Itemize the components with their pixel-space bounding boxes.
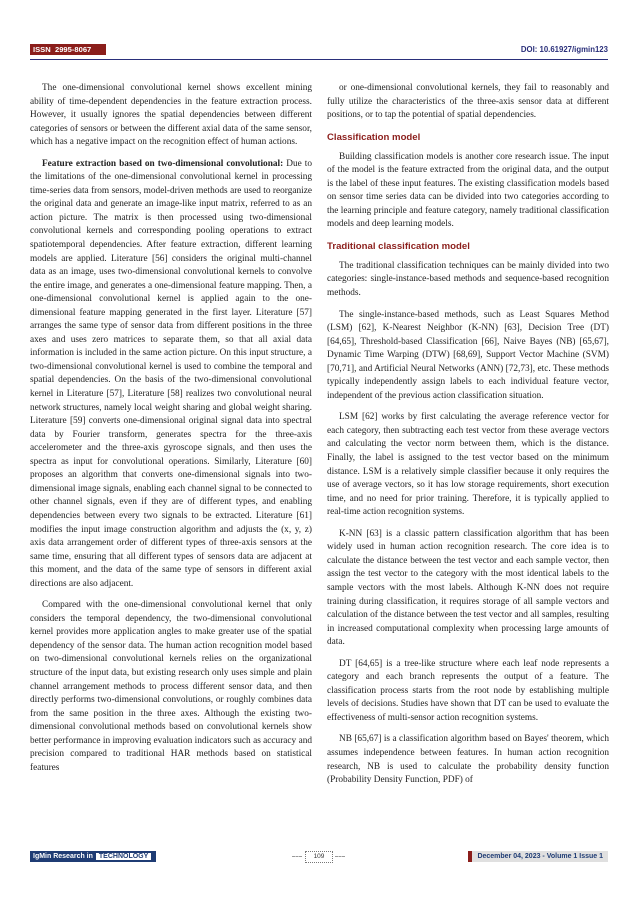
left-paragraph-2-body: Due to the limitations of the one-dimensional convolutional kernel in processing time-series data from sensors, model-driven methods are used to reorganize the original data and generate an image-like input matrix, referred to as an action picture. The matrix is then processed using two-dimensional convolutional kernels and corresponding pooling operations to extract spatiotemporal dependencies. After feature extraction, different learning models are applied. Literature [56] considers the original multi-channel data as an image, uses two-dimensional convolutional kernels to convolve the entire image, and generates a one-dimensional feature mapping. Then, a one-dimensional convolutional kernel is applied again to the one-dimensional feature mapping generated in the first layer. Literature [57] arranges the same type of sensor data from different positions in the three axes and uses zero matrices to separate them, so that all axial data information is included in the same action picture. On this input structure, a two-dimensional convolutional kernel is used to combine the temporal and spatial dependencies. On the basis of the two-dimensional convolutional kernel in Literature [57], Literature [58] realizes two convolutional neural network structures, namely local weight sharing and global weight sharing. Literature [59] converts one-dimensional original signal data into spectral data by Fourier transform, generates spectra for the three-axis accelerometer and the three-axis gyroscope signals, and then uses the spectra as input for convolutional operations. Similarly, Literature [60] proposes an algorithm that converts one-dimensional signals into two-dimensional image signals, enabling each channel signal to be connected to other channel signals, even if they are of different types, and enabling dependencies between every two signals to be extracted. Literature [61] modifies the input image construction algorithm and adjusts the (x, y, z) axis data arrangement order of different types of three-axis sensors at the same time, ensuring that all different types of sensors data are adjacent at this moment, and the data of the same type of sensors in different axial directions are also adjacent.	[30, 158, 313, 589]
run-in-heading: Feature extraction based on two-dimensional convolutional:	[42, 158, 284, 169]
right-paragraph-3: The traditional classification techniques can be mainly divided into two categories: single-instance-based methods and sequence-based recognition methods.	[327, 260, 609, 299]
left-paragraph-1: The one-dimensional convolutional kernel shows excellent mining ability of time-dependent dependencies in the feature extraction process. However, it usually ignores the spatial dependencies between different categories of sensors or between the different axial data of the same sensor, which has a negative impact on the recognition effect of human actions.	[30, 83, 312, 148]
right-paragraph-2: Building classification models is another core research issue. The input of the model is the feature extracted from the original data, and the output is the label of these input features. The existing classification models based on sensor time series data can be divided into two categories according to the learning principle and feature category, namely traditional classification models and deep learning models.	[327, 151, 609, 230]
page-number-dash-left	[292, 856, 302, 857]
left-column	[30, 82, 312, 783]
right-paragraph-7: DT [64,65] is a tree-like structure where each leaf node represents a category and each branch represents the output of a feature. The classification process starts from the root node by establishing multiple levels of decisions. Studies have shown that DT can be used to evaluate the effectiveness of multi-sensor action recognition systems.	[327, 658, 609, 723]
page-header	[30, 44, 608, 55]
section-heading-classification-model: Classification model	[327, 131, 421, 143]
journal-brand-highlight: TECHNOLOGY	[96, 853, 151, 860]
journal-brand-label: IgMin Research in	[33, 853, 93, 860]
issn-value: 2995-8067	[54, 45, 92, 54]
right-paragraph-4: The single-instance-based methods, such as Least Squares Method (LSM) [62], K-Nearest Neighbor (K-NN) [63], Decision Tree (DT) [64,65], Threshold-based Classification [66], Naive Bayes (NB) [65,67], Dynamic Time Warping (DTW) [68,69], Support Vector Machine (SVM) [70,71], and Artificial Neural Networks (ANN) [72,73], etc. These methods typically independently assign labels to each individual feature vector, independent of the previous action classification situation.	[327, 309, 609, 401]
right-paragraph-6: K-NN [63] is a classic pattern classification algorithm that has been widely used in human action recognition research. The core idea is to calculate the distance between the test vector and each sample vector, then assign the test vector to the category with the most identical labels to the sample vectors with the most labels. Although K-NN does not require training during classification, it requires storage of all sample vectors and calculation of the distance between the test vector and all samples, resulting in increased computational complexity when processing large amounts of data.	[327, 528, 609, 648]
header-divider	[30, 59, 608, 60]
right-paragraph-5: LSM [62] works by first calculating the average reference vector for each category, then subtracting each test vector from these average vectors and calculating the vector norm between them, which is the distance. Finally, the label is assigned to the test vector based on the minimum distance. LSM is a relatively simple classifier because it only requires the use of average vectors, so it has low storage requirements, short execution time, and no need for prior training. Therefore, it is typically applied to real-time action recognition systems.	[327, 412, 609, 518]
page-footer	[30, 851, 608, 862]
right-paragraph-1: or one-dimensional convolutional kernels, they fail to reasonably and fully utilize the characteristics of the three-axis sensor data at different positions, or to tap the potential of spatial dependencies.	[327, 83, 609, 121]
right-paragraph-8: NB [65,67] is a classification algorithm based on Bayes' theorem, which assumes independence between features. In human action recognition research, NB is used to calculate the probability density function (Probability Density Function, PDF) of	[327, 734, 609, 786]
right-column	[327, 82, 609, 796]
issn-label: ISSN	[33, 45, 51, 54]
left-paragraph-2	[30, 158, 312, 592]
journal-brand[interactable]	[30, 851, 156, 862]
issue-date: December 04, 2023 - Volume 1 Issue 1	[468, 851, 608, 862]
page-number: 109	[305, 851, 333, 863]
left-paragraph-3: Compared with the one-dimensional convolutional kernel that only considers the temporal dependency, the two-dimensional convolutional kernel provides more application angles to make greater use of the spatial dependency of the sensor data. The human action recognition model based on two-dimensional convolutional kernels relies on the organizational structure of the input data, but existing research only uses simple and plain channel arrangement methods to process different sensor data, and then directly performs two-dimensional convolutions, or roughly combines data from the same position in the three axes. Although the existing two-dimensional convolutional methods based on convolutional kernels show better performance in improving evaluation indicators such as accuracy and precision compared to traditional HAR methods based on statistical features	[30, 600, 312, 773]
section-heading-traditional-classification-model: Traditional classification model	[327, 240, 470, 252]
page-number-dash-right	[335, 856, 345, 857]
issn-badge	[30, 44, 106, 55]
doi-link[interactable]: DOI: 10.61927/igmin123	[520, 45, 608, 54]
